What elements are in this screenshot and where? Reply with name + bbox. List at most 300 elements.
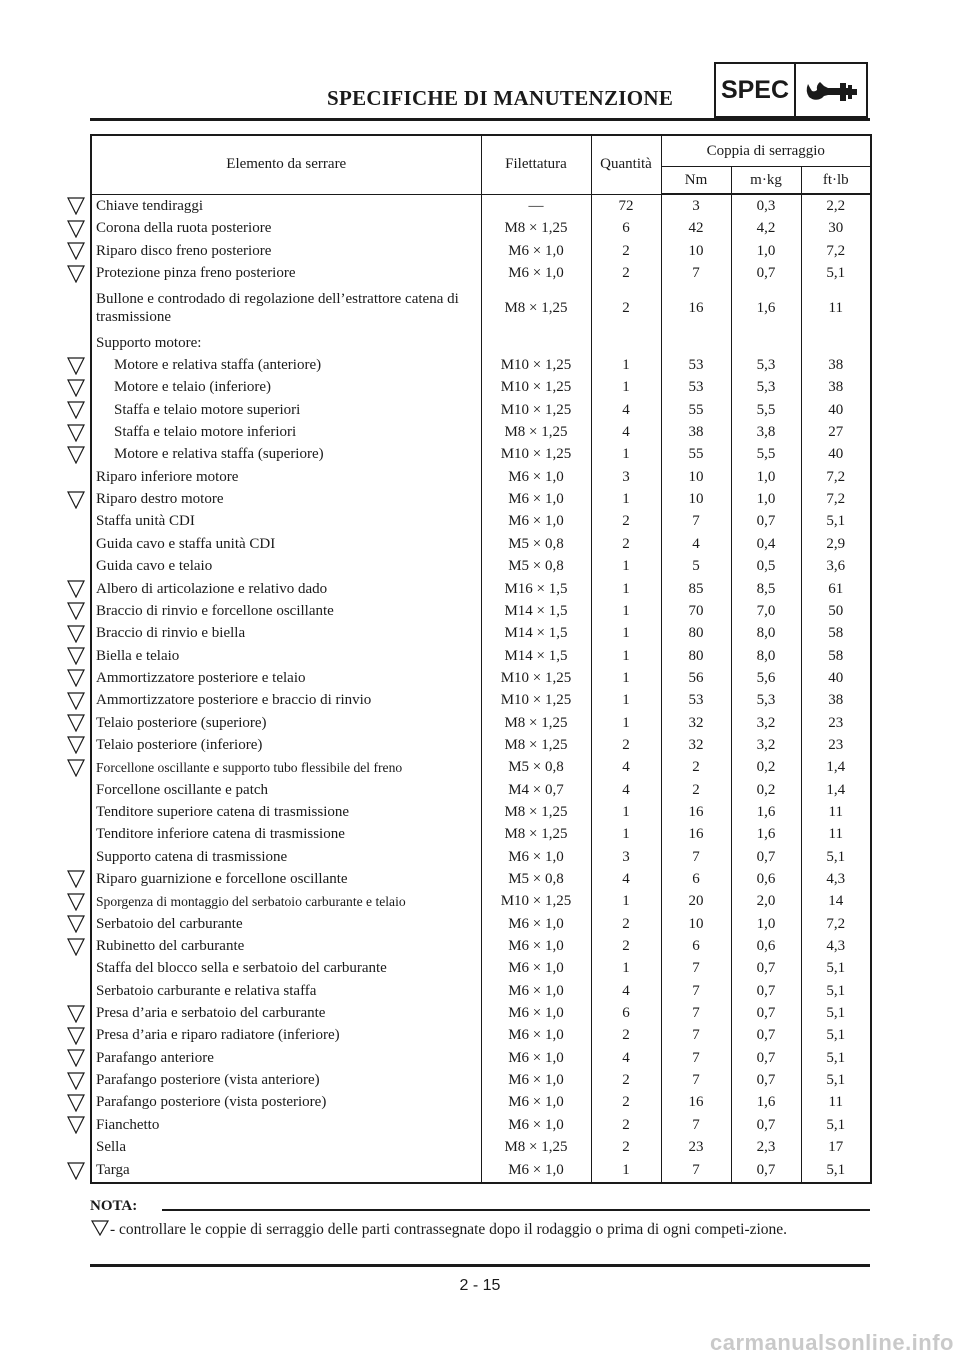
cell-ftlb: 14 bbox=[801, 891, 871, 913]
cell-qty bbox=[591, 332, 661, 354]
cell-qty: 1 bbox=[591, 645, 661, 667]
cell-qty: 1 bbox=[591, 667, 661, 689]
cell-qty: 4 bbox=[591, 421, 661, 443]
triangle-mark-icon bbox=[66, 625, 86, 643]
triangle-mark-icon bbox=[66, 357, 86, 375]
torque-table-container bbox=[90, 134, 870, 1184]
triangle-mark-icon bbox=[66, 242, 86, 260]
cell-thread: M10 × 1,25 bbox=[481, 690, 591, 712]
cell-item: Forcellone oscillante e supporto tubo flessibile del freno bbox=[91, 757, 481, 779]
cell-ftlb: 5,1 bbox=[801, 1047, 871, 1069]
cell-mkg: 4,2 bbox=[731, 218, 801, 240]
cell-thread: M14 × 1,5 bbox=[481, 645, 591, 667]
cell-qty: 2 bbox=[591, 1025, 661, 1047]
cell-thread: M6 × 1,0 bbox=[481, 1069, 591, 1091]
cell-item: Presa d’aria e riparo radiatore (inferiore) bbox=[91, 1025, 481, 1047]
cell-ftlb: 1,4 bbox=[801, 757, 871, 779]
cell-item: Parafango anteriore bbox=[91, 1047, 481, 1069]
cell-qty: 6 bbox=[591, 218, 661, 240]
cell-thread: M6 × 1,0 bbox=[481, 1159, 591, 1183]
column-header-thread: Filettatura bbox=[481, 135, 591, 194]
cell-nm: 55 bbox=[661, 399, 731, 421]
cell-item: Sella bbox=[91, 1136, 481, 1158]
table-row bbox=[91, 690, 871, 712]
cell-qty: 1 bbox=[591, 824, 661, 846]
cell-thread: M6 × 1,0 bbox=[481, 1092, 591, 1114]
cell-nm bbox=[661, 332, 731, 354]
cell-qty: 2 bbox=[591, 1114, 661, 1136]
table-row bbox=[91, 1047, 871, 1069]
cell-ftlb: 11 bbox=[801, 285, 871, 332]
cell-ftlb: 5,1 bbox=[801, 511, 871, 533]
cell-thread: M6 × 1,0 bbox=[481, 980, 591, 1002]
cell-mkg: 0,6 bbox=[731, 935, 801, 957]
cell-qty: 1 bbox=[591, 377, 661, 399]
cell-thread: M5 × 0,8 bbox=[481, 868, 591, 890]
cell-qty: 3 bbox=[591, 466, 661, 488]
cell-thread: M6 × 1,0 bbox=[481, 958, 591, 980]
cell-qty: 4 bbox=[591, 779, 661, 801]
cell-ftlb: 5,1 bbox=[801, 980, 871, 1002]
cell-qty: 2 bbox=[591, 240, 661, 262]
cell-qty: 2 bbox=[591, 511, 661, 533]
cell-mkg: 0,7 bbox=[731, 1114, 801, 1136]
cell-nm: 70 bbox=[661, 600, 731, 622]
spec-label: SPEC bbox=[716, 64, 796, 116]
triangle-mark-icon bbox=[66, 736, 86, 754]
triangle-mark-icon bbox=[66, 1116, 86, 1134]
triangle-mark-icon bbox=[66, 580, 86, 598]
cell-qty: 3 bbox=[591, 846, 661, 868]
triangle-mark-icon bbox=[66, 1027, 86, 1045]
cell-thread: M10 × 1,25 bbox=[481, 444, 591, 466]
table-row bbox=[91, 667, 871, 689]
cell-nm: 4 bbox=[661, 533, 731, 555]
cell-qty: 2 bbox=[591, 1136, 661, 1158]
cell-item: Serbatoio carburante e relativa staffa bbox=[91, 980, 481, 1002]
cell-nm: 53 bbox=[661, 690, 731, 712]
cell-ftlb: 58 bbox=[801, 645, 871, 667]
cell-mkg: 0,7 bbox=[731, 1002, 801, 1024]
cell-item: Albero di articolazione e relativo dado bbox=[91, 578, 481, 600]
spec-badge bbox=[714, 62, 868, 118]
triangle-mark-icon bbox=[66, 759, 86, 777]
table-row bbox=[91, 1025, 871, 1047]
table-row bbox=[91, 623, 871, 645]
cell-item: Staffa del blocco sella e serbatoio del carburante bbox=[91, 958, 481, 980]
table-row bbox=[91, 377, 871, 399]
table-row bbox=[91, 868, 871, 890]
table-row bbox=[91, 891, 871, 913]
cell-mkg: 2,0 bbox=[731, 891, 801, 913]
cell-mkg: 1,0 bbox=[731, 466, 801, 488]
cell-nm: 10 bbox=[661, 466, 731, 488]
cell-mkg: 5,6 bbox=[731, 667, 801, 689]
cell-thread: M8 × 1,25 bbox=[481, 1136, 591, 1158]
cell-qty: 1 bbox=[591, 690, 661, 712]
cell-ftlb: 40 bbox=[801, 667, 871, 689]
cell-item: Targa bbox=[91, 1159, 481, 1183]
cell-nm: 85 bbox=[661, 578, 731, 600]
cell-mkg: 1,6 bbox=[731, 801, 801, 823]
cell-ftlb: 40 bbox=[801, 444, 871, 466]
cell-item: Staffa unità CDI bbox=[91, 511, 481, 533]
cell-ftlb: 11 bbox=[801, 801, 871, 823]
cell-nm: 16 bbox=[661, 824, 731, 846]
cell-thread: M8 × 1,25 bbox=[481, 285, 591, 332]
cell-nm: 20 bbox=[661, 891, 731, 913]
triangle-mark-icon bbox=[66, 197, 86, 215]
cell-mkg: 8,5 bbox=[731, 578, 801, 600]
header-rule bbox=[90, 118, 870, 121]
cell-ftlb: 7,2 bbox=[801, 913, 871, 935]
note-label: NOTA: bbox=[90, 1198, 138, 1214]
cell-thread: M10 × 1,25 bbox=[481, 891, 591, 913]
cell-ftlb: 4,3 bbox=[801, 868, 871, 890]
cell-qty: 1 bbox=[591, 1159, 661, 1183]
watermark: carmanualsonline.info bbox=[710, 1330, 954, 1355]
cell-qty: 4 bbox=[591, 980, 661, 1002]
cell-ftlb: 23 bbox=[801, 712, 871, 734]
cell-ftlb: 5,1 bbox=[801, 958, 871, 980]
cell-mkg: 1,6 bbox=[731, 1092, 801, 1114]
cell-mkg: 5,3 bbox=[731, 354, 801, 376]
cell-item: Tenditore inferiore catena di trasmissione bbox=[91, 824, 481, 846]
cell-thread: M6 × 1,0 bbox=[481, 466, 591, 488]
cell-thread: M6 × 1,0 bbox=[481, 935, 591, 957]
table-row bbox=[91, 466, 871, 488]
table-row bbox=[91, 1136, 871, 1158]
cell-ftlb: 2,9 bbox=[801, 533, 871, 555]
triangle-mark-icon bbox=[90, 1220, 110, 1236]
table-row bbox=[91, 1002, 871, 1024]
cell-nm: 23 bbox=[661, 1136, 731, 1158]
cell-thread: M6 × 1,0 bbox=[481, 1002, 591, 1024]
cell-thread: M6 × 1,0 bbox=[481, 1047, 591, 1069]
cell-nm: 7 bbox=[661, 1025, 731, 1047]
cell-item: Ammortizzatore posteriore e telaio bbox=[91, 667, 481, 689]
cell-ftlb: 2,2 bbox=[801, 194, 871, 218]
cell-ftlb: 17 bbox=[801, 1136, 871, 1158]
triangle-mark-icon bbox=[66, 602, 86, 620]
cell-mkg: 0,7 bbox=[731, 1047, 801, 1069]
table-row bbox=[91, 262, 871, 284]
cell-nm: 7 bbox=[661, 511, 731, 533]
cell-mkg: 5,5 bbox=[731, 399, 801, 421]
cell-nm: 16 bbox=[661, 285, 731, 332]
cell-mkg: 8,0 bbox=[731, 623, 801, 645]
cell-mkg: 0,3 bbox=[731, 194, 801, 218]
cell-nm: 42 bbox=[661, 218, 731, 240]
cell-mkg: 2,3 bbox=[731, 1136, 801, 1158]
cell-thread: M5 × 0,8 bbox=[481, 757, 591, 779]
cell-item: Riparo destro motore bbox=[91, 488, 481, 510]
cell-mkg: 0,2 bbox=[731, 779, 801, 801]
cell-qty: 2 bbox=[591, 285, 661, 332]
cell-ftlb: 38 bbox=[801, 377, 871, 399]
cell-thread: M14 × 1,5 bbox=[481, 623, 591, 645]
cell-mkg: 0,7 bbox=[731, 262, 801, 284]
torque-table-body bbox=[91, 194, 871, 1183]
cell-qty: 1 bbox=[591, 555, 661, 577]
cell-mkg: 0,7 bbox=[731, 1069, 801, 1091]
cell-ftlb: 7,2 bbox=[801, 466, 871, 488]
cell-thread: M6 × 1,0 bbox=[481, 1025, 591, 1047]
cell-item: Riparo inferiore motore bbox=[91, 466, 481, 488]
cell-mkg: 5,3 bbox=[731, 690, 801, 712]
table-row bbox=[91, 555, 871, 577]
cell-thread: M4 × 0,7 bbox=[481, 779, 591, 801]
cell-qty: 1 bbox=[591, 958, 661, 980]
table-row bbox=[91, 600, 871, 622]
triangle-mark-icon bbox=[66, 915, 86, 933]
table-row bbox=[91, 285, 871, 332]
cell-nm: 80 bbox=[661, 623, 731, 645]
cell-ftlb: 11 bbox=[801, 1092, 871, 1114]
cell-thread: M10 × 1,25 bbox=[481, 667, 591, 689]
cell-item: Staffa e telaio motore superiori bbox=[91, 399, 481, 421]
cell-ftlb: 40 bbox=[801, 399, 871, 421]
cell-nm: 7 bbox=[661, 1114, 731, 1136]
cell-mkg: 0,7 bbox=[731, 511, 801, 533]
cell-nm: 7 bbox=[661, 1069, 731, 1091]
cell-ftlb: 27 bbox=[801, 421, 871, 443]
cell-nm: 55 bbox=[661, 444, 731, 466]
triangle-mark-icon bbox=[66, 265, 86, 283]
triangle-mark-icon bbox=[66, 1005, 86, 1023]
cell-nm: 16 bbox=[661, 1092, 731, 1114]
cell-qty: 2 bbox=[591, 734, 661, 756]
cell-ftlb: 30 bbox=[801, 218, 871, 240]
cell-ftlb: 50 bbox=[801, 600, 871, 622]
cell-qty: 1 bbox=[591, 488, 661, 510]
cell-item: Biella e telaio bbox=[91, 645, 481, 667]
cell-nm: 10 bbox=[661, 240, 731, 262]
cell-item: Staffa e telaio motore inferiori bbox=[91, 421, 481, 443]
triangle-mark-icon bbox=[66, 714, 86, 732]
cell-ftlb: 4,3 bbox=[801, 935, 871, 957]
cell-nm: 10 bbox=[661, 913, 731, 935]
page-title: SPECIFICHE DI MANUTENZIONE bbox=[327, 86, 674, 110]
table-row bbox=[91, 332, 871, 354]
cell-qty: 2 bbox=[591, 533, 661, 555]
triangle-mark-icon bbox=[66, 446, 86, 464]
cell-item: Parafango posteriore (vista anteriore) bbox=[91, 1069, 481, 1091]
cell-ftlb: 5,1 bbox=[801, 846, 871, 868]
table-row bbox=[91, 734, 871, 756]
cell-nm: 56 bbox=[661, 667, 731, 689]
cell-item: Motore e telaio (inferiore) bbox=[91, 377, 481, 399]
cell-thread: M6 × 1,0 bbox=[481, 1114, 591, 1136]
table-row bbox=[91, 444, 871, 466]
table-row bbox=[91, 801, 871, 823]
cell-item: Telaio posteriore (inferiore) bbox=[91, 734, 481, 756]
cell-qty: 2 bbox=[591, 1092, 661, 1114]
cell-item: Supporto motore: bbox=[91, 332, 481, 354]
cell-mkg: 7,0 bbox=[731, 600, 801, 622]
cell-item: Serbatoio del carburante bbox=[91, 913, 481, 935]
cell-qty: 2 bbox=[591, 1069, 661, 1091]
table-row bbox=[91, 779, 871, 801]
cell-mkg: 1,6 bbox=[731, 285, 801, 332]
cell-ftlb: 23 bbox=[801, 734, 871, 756]
cell-nm: 7 bbox=[661, 262, 731, 284]
cell-qty: 2 bbox=[591, 262, 661, 284]
cell-ftlb: 5,1 bbox=[801, 1025, 871, 1047]
cell-item: Motore e relativa staffa (anteriore) bbox=[91, 354, 481, 376]
cell-ftlb: 5,1 bbox=[801, 1159, 871, 1183]
cell-item: Braccio di rinvio e forcellone oscillante bbox=[91, 600, 481, 622]
cell-thread: M8 × 1,25 bbox=[481, 712, 591, 734]
cell-thread: M8 × 1,25 bbox=[481, 421, 591, 443]
cell-nm: 53 bbox=[661, 377, 731, 399]
cell-item: Parafango posteriore (vista posteriore) bbox=[91, 1092, 481, 1114]
cell-item: Rubinetto del carburante bbox=[91, 935, 481, 957]
cell-nm: 80 bbox=[661, 645, 731, 667]
table-row bbox=[91, 958, 871, 980]
cell-ftlb: 38 bbox=[801, 354, 871, 376]
cell-ftlb: 38 bbox=[801, 690, 871, 712]
cell-qty: 1 bbox=[591, 623, 661, 645]
cell-mkg: 0,2 bbox=[731, 757, 801, 779]
cell-thread: M8 × 1,25 bbox=[481, 824, 591, 846]
cell-mkg: 0,7 bbox=[731, 980, 801, 1002]
note-body: - controllare le coppie di serraggio delle parti contrassegnate dopo il rodaggio o prima di ogni competi-zione. bbox=[110, 1221, 788, 1238]
cell-qty: 1 bbox=[591, 891, 661, 913]
cell-mkg: 0,7 bbox=[731, 958, 801, 980]
cell-qty: 2 bbox=[591, 913, 661, 935]
cell-item: Tenditore superiore catena di trasmissione bbox=[91, 801, 481, 823]
table-row bbox=[91, 824, 871, 846]
cell-qty: 1 bbox=[591, 578, 661, 600]
cell-nm: 6 bbox=[661, 935, 731, 957]
table-row bbox=[91, 980, 871, 1002]
triangle-mark-icon bbox=[66, 1094, 86, 1112]
cell-thread: M5 × 0,8 bbox=[481, 555, 591, 577]
cell-mkg: 0,6 bbox=[731, 868, 801, 890]
table-row bbox=[91, 488, 871, 510]
cell-thread: M6 × 1,0 bbox=[481, 511, 591, 533]
cell-qty: 4 bbox=[591, 1047, 661, 1069]
cell-qty: 4 bbox=[591, 757, 661, 779]
cell-thread: M10 × 1,25 bbox=[481, 399, 591, 421]
cell-ftlb: 3,6 bbox=[801, 555, 871, 577]
cell-nm: 32 bbox=[661, 712, 731, 734]
column-header-item: Elemento da serrare bbox=[91, 135, 481, 194]
cell-item: Motore e relativa staffa (superiore) bbox=[91, 444, 481, 466]
triangle-mark-icon bbox=[66, 1162, 86, 1180]
cell-mkg: 1,0 bbox=[731, 240, 801, 262]
cell-thread: — bbox=[481, 194, 591, 218]
cell-qty: 1 bbox=[591, 444, 661, 466]
cell-nm: 7 bbox=[661, 958, 731, 980]
triangle-mark-icon bbox=[66, 647, 86, 665]
triangle-mark-icon bbox=[66, 379, 86, 397]
torque-table bbox=[90, 134, 872, 1184]
cell-ftlb: 58 bbox=[801, 623, 871, 645]
cell-nm: 5 bbox=[661, 555, 731, 577]
page-number: 2 - 15 bbox=[459, 1277, 501, 1294]
cell-mkg: 0,4 bbox=[731, 533, 801, 555]
cell-nm: 3 bbox=[661, 194, 731, 218]
cell-mkg: 5,3 bbox=[731, 377, 801, 399]
triangle-mark-icon bbox=[66, 692, 86, 710]
triangle-mark-icon bbox=[66, 491, 86, 509]
cell-mkg: 3,2 bbox=[731, 734, 801, 756]
cell-mkg: 0,7 bbox=[731, 846, 801, 868]
table-row bbox=[91, 1114, 871, 1136]
cell-ftlb: 5,1 bbox=[801, 1069, 871, 1091]
cell-nm: 53 bbox=[661, 354, 731, 376]
cell-item: Ammortizzatore posteriore e braccio di rinvio bbox=[91, 690, 481, 712]
cell-item: Forcellone oscillante e patch bbox=[91, 779, 481, 801]
cell-item: Corona della ruota posteriore bbox=[91, 218, 481, 240]
cell-nm: 2 bbox=[661, 757, 731, 779]
table-row bbox=[91, 1092, 871, 1114]
column-header-mkg: m·kg bbox=[731, 167, 801, 195]
table-row bbox=[91, 399, 871, 421]
table-row bbox=[91, 757, 871, 779]
table-row bbox=[91, 1069, 871, 1091]
cell-ftlb: 1,4 bbox=[801, 779, 871, 801]
cell-item: Braccio di rinvio e biella bbox=[91, 623, 481, 645]
cell-mkg: 1,6 bbox=[731, 824, 801, 846]
cell-qty: 72 bbox=[591, 194, 661, 218]
cell-ftlb: 7,2 bbox=[801, 488, 871, 510]
cell-ftlb: 61 bbox=[801, 578, 871, 600]
table-row bbox=[91, 218, 871, 240]
table-row bbox=[91, 511, 871, 533]
cell-nm: 32 bbox=[661, 734, 731, 756]
cell-mkg: 8,0 bbox=[731, 645, 801, 667]
table-row bbox=[91, 645, 871, 667]
cell-nm: 38 bbox=[661, 421, 731, 443]
table-row bbox=[91, 240, 871, 262]
cell-ftlb bbox=[801, 332, 871, 354]
cell-item: Guida cavo e staffa unità CDI bbox=[91, 533, 481, 555]
table-row bbox=[91, 913, 871, 935]
triangle-mark-icon bbox=[66, 1049, 86, 1067]
cell-mkg bbox=[731, 332, 801, 354]
cell-ftlb: 5,1 bbox=[801, 1002, 871, 1024]
cell-thread: M10 × 1,25 bbox=[481, 377, 591, 399]
wrench-icon bbox=[796, 64, 866, 116]
column-header-torque: Coppia di serraggio bbox=[661, 135, 871, 167]
column-header-qty: Quantità bbox=[591, 135, 661, 194]
table-row bbox=[91, 354, 871, 376]
cell-nm: 7 bbox=[661, 1047, 731, 1069]
cell-nm: 2 bbox=[661, 779, 731, 801]
table-row bbox=[91, 421, 871, 443]
cell-nm: 7 bbox=[661, 846, 731, 868]
table-row bbox=[91, 1159, 871, 1183]
cell-ftlb: 5,1 bbox=[801, 262, 871, 284]
triangle-mark-icon bbox=[66, 938, 86, 956]
cell-thread: M14 × 1,5 bbox=[481, 600, 591, 622]
table-row bbox=[91, 578, 871, 600]
cell-item: Riparo guarnizione e forcellone oscillante bbox=[91, 868, 481, 890]
triangle-mark-icon bbox=[66, 669, 86, 687]
table-row bbox=[91, 712, 871, 734]
cell-thread: M6 × 1,0 bbox=[481, 913, 591, 935]
cell-thread: M16 × 1,5 bbox=[481, 578, 591, 600]
cell-thread: M8 × 1,25 bbox=[481, 218, 591, 240]
cell-thread: M6 × 1,0 bbox=[481, 846, 591, 868]
table-row bbox=[91, 846, 871, 868]
table-row bbox=[91, 194, 871, 218]
cell-mkg: 1,0 bbox=[731, 488, 801, 510]
triangle-mark-icon bbox=[66, 220, 86, 238]
